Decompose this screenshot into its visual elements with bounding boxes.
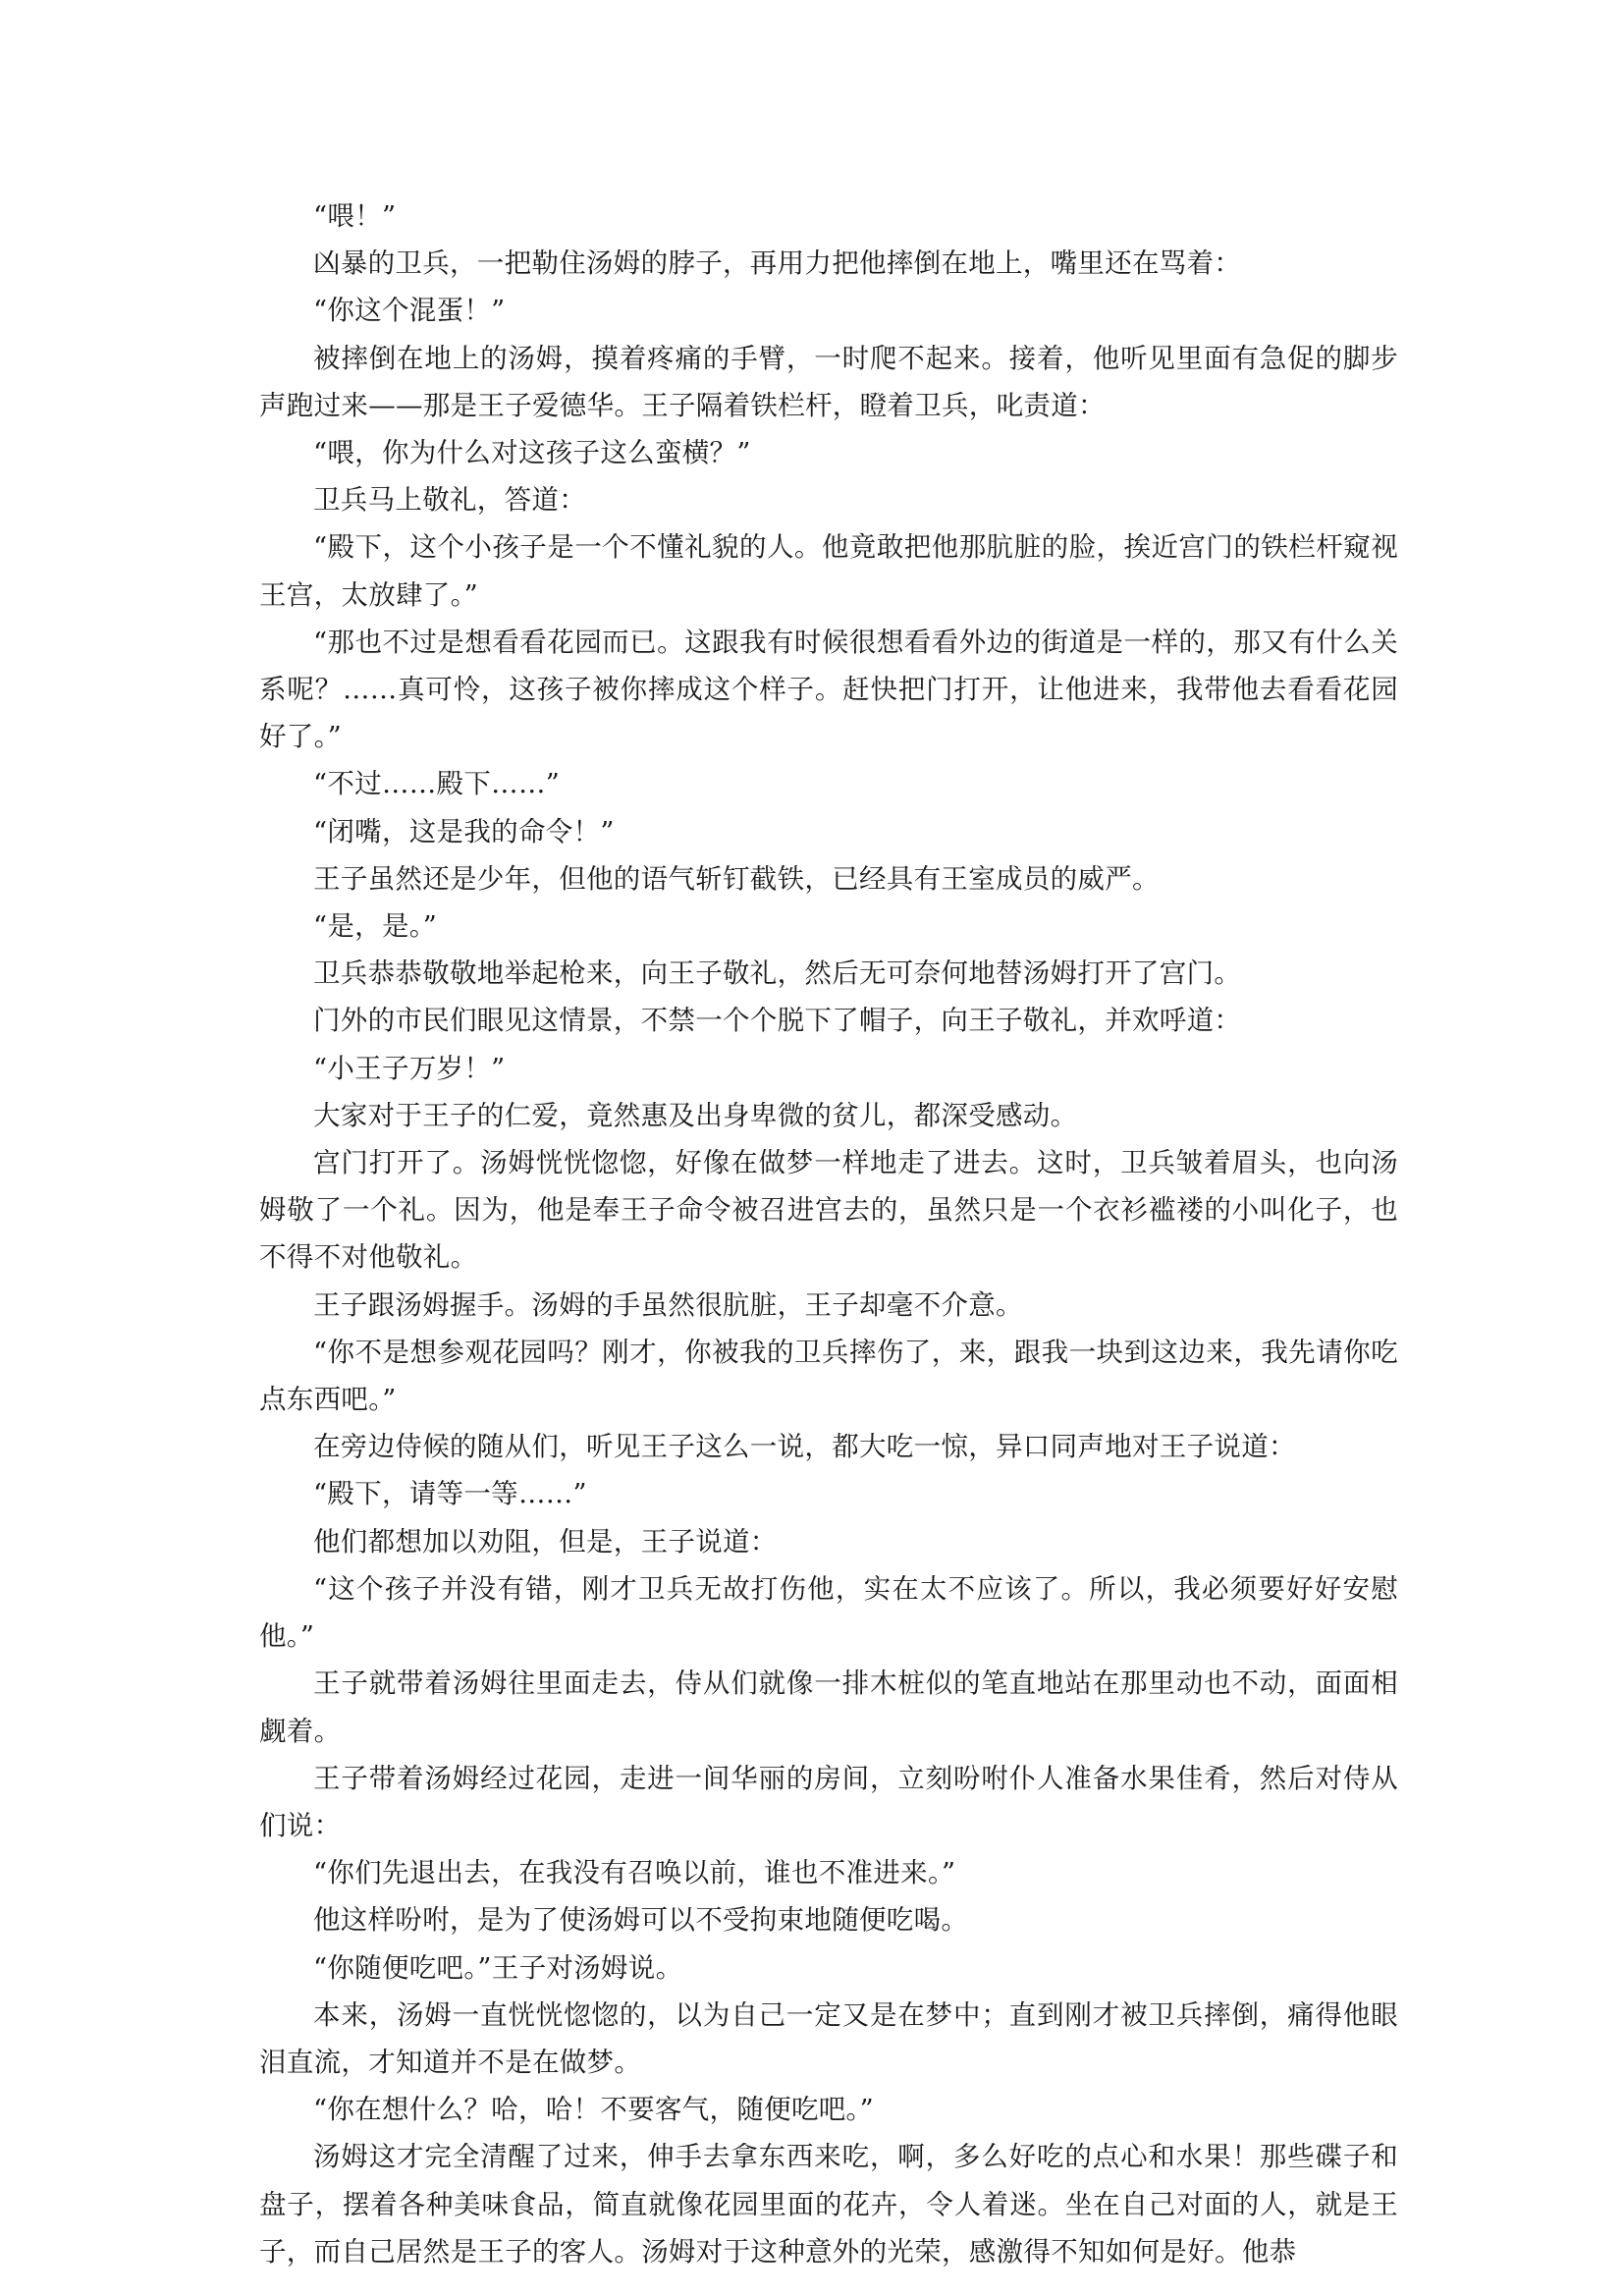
paragraph: 王子就带着汤姆往里面走去，侍从们就像一排木桩似的笔直地站在那里动也不动，面面相觑着。	[259, 1667, 1398, 1747]
paragraph: “喂！”	[313, 200, 397, 232]
paragraph: 卫兵恭恭敬敬地举起枪来，向王子敬礼，然后无可奈何地替汤姆打开了宫门。	[313, 957, 1242, 990]
paragraph: “殿下，这个小孩子是一个不懂礼貌的人。他竟敢把他那肮脏的脸，挨近宫门的铁栏杆窥视王宫，太放肆了。”	[259, 531, 1398, 611]
paragraph: “不过……殿下……”	[313, 768, 561, 800]
paragraph: 他这样吩咐，是为了使汤姆可以不受拘束地随便吃喝。	[313, 1904, 969, 1937]
paragraph: “这个孩子并没有错，刚才卫兵无故打伤他，实在太不应该了。所以，我必须要好好安慰他。”	[259, 1572, 1398, 1653]
paragraph: “你随便吃吧。”王子对汤姆说。	[313, 1951, 683, 1984]
paragraph: 凶暴的卫兵，一把勒住汤姆的脖子，再用力把他摔倒在地上，嘴里还在骂着：	[313, 247, 1242, 280]
paragraph: 王子带着汤姆经过花园，走进一间华丽的房间，立刻吩咐仆人准备水果佳肴，然后对侍从们说：	[259, 1762, 1398, 1841]
document-text-body	[259, 192, 1398, 2275]
paragraph: 他们都想加以劝阻，但是，王子说道：	[313, 1525, 778, 1558]
paragraph: 被摔倒在地上的汤姆，摸着疼痛的手臂，一时爬不起来。接着，他听见里面有急促的脚步声跑过来——那是王子爱德华。王子隔着铁栏杆，瞪着卫兵，叱责道：	[259, 342, 1398, 421]
paragraph: “你在想什么？哈，哈！不要客气，随便吃吧。”	[313, 2094, 874, 2126]
paragraph: 大家对于王子的仁爱，竟然惠及出身卑微的贫儿，都深受感动。	[313, 1099, 1078, 1131]
paragraph: 本来，汤姆一直恍恍惚惚的，以为自己一定又是在梦中；直到刚才被卫兵摔倒，痛得他眼泪直流，才知道并不是在做梦。	[259, 1998, 1398, 2078]
paragraph: “那也不过是想看看花园而已。这跟我有时候很想看看外边的街道是一样的，那又有什么关系呢？……真可怜，这孩子被你摔成这个样子。赶快把门打开，让他进来，我带他去看看花园好了。”	[259, 626, 1398, 753]
paragraph: 王子跟汤姆握手。汤姆的手虽然很肮脏，王子却毫不介意。	[313, 1288, 1023, 1321]
paragraph: “小王子万岁！”	[313, 1052, 506, 1084]
paragraph: 王子虽然还是少年，但他的语气斩钉截铁，已经具有王室成员的威严。	[313, 862, 1160, 895]
paragraph: “你们先退出去，在我没有召唤以前，谁也不准进来。”	[313, 1857, 956, 1889]
paragraph: “殿下，请等一等……”	[313, 1478, 587, 1510]
paragraph: 卫兵马上敬礼，答道：	[313, 484, 586, 517]
paragraph: 门外的市民们眼见这情景，不禁一个个脱下了帽子，向王子敬礼，并欢呼道：	[313, 1005, 1242, 1037]
paragraph: 宫门打开了。汤姆恍恍惚惚，好像在做梦一样地走了进去。这时，卫兵皱着眉头，也向汤姆敬了一个礼。因为，他是奉王子命令被召进宫去的，虽然只是一个衣衫褴褛的小叫化子，也不得不对他敬礼。	[259, 1147, 1398, 1274]
paragraph: 在旁边侍候的随从们，听见王子这么一说，都大吃一惊，异口同声地对王子说道：	[313, 1431, 1296, 1463]
paragraph: “你这个混蛋！”	[313, 295, 506, 327]
paragraph: “闭嘴，这是我的命令！”	[313, 815, 615, 847]
paragraph: “你不是想参观花园吗？刚才，你被我的卫兵摔伤了，来，跟我一块到这边来，我先请你吃点东西吧。”	[259, 1336, 1398, 1416]
paragraph: “喂，你为什么对这孩子这么蛮横？”	[313, 437, 751, 469]
paragraph: “是，是。”	[313, 910, 438, 943]
paragraph: 汤姆这才完全清醒了过来，伸手去拿东西来吃，啊，多么好吃的点心和水果！那些碟子和盘子，摆着各种美味食品，简直就像花园里面的花卉，令人着迷。坐在自己对面的人，就是王子，而自己居然是王子的客人。汤姆对于这种意外的光荣，感激得不知如何是好。他恭	[259, 2141, 1398, 2268]
